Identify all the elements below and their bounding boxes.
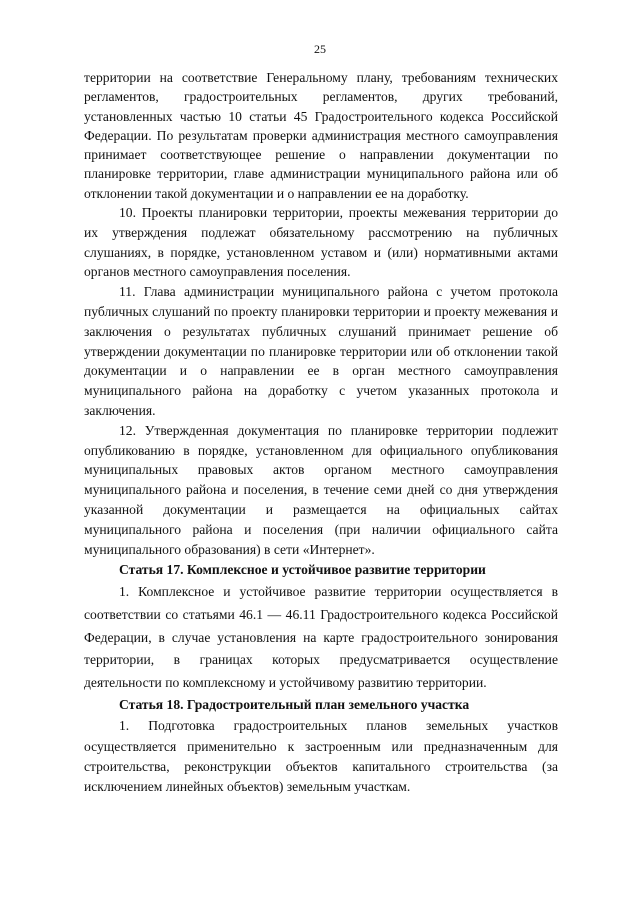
paragraph-article-17-item-1: 1. Комплексное и устойчивое развитие территории осуществляется в соответствии со статьями 46.1 — 46.11 Градостроительного кодекса Российской Федерации, в случае установления на карте градостроительного зонирования территории, в границах которых предусматривается осуществление деятельности по комплексному и устойчивому развитию территории. [84,584,558,690]
paragraph-item-12: 12. Утвержденная документация по планировке территории подлежит опубликованию в порядке, установленном для официального опубликования муниципальных правовых актов органом местного самоуправления муниципального района и поселения, в течение семи дней со дня утверждения указанной документации и размещается на официальных сайтах муниципального района и поселения (при наличии официального сайта муниципального образования) в сети «Интернет». [84,422,558,557]
article-18-heading: Статья 18. Градостроительный план земельного участка [119,697,470,713]
article-17-heading: Статья 17. Комплексное и устойчивое развитие территории [119,562,486,578]
paragraph-item-11: 11. Глава администрации муниципального района с учетом протокола публичных слушаний по проекту планировки территории и проекту межевания и заключения о результатах публичных слушаний принимает решение об утверждении документации по планировке территории или об отклонении такой документации и о направлении ее в орган местного самоуправления муниципального района на доработку с учетом указанных протокола и заключения. [84,284,558,419]
paragraph-item-10: 10. Проекты планировки территории, проекты межевания территории до их утверждения подлежат обязательному рассмотрению на публичных слушаниях, в порядке, установленном уставом и (или) нормативными актами органов местного самоуправления поселения. [84,205,558,280]
paragraph-article-18-item-1: 1. Подготовка градостроительных планов земельных участков осуществляется применительно к застроенным или предназначенным для строительства, реконструкции объектов капитального строительства (за исключением линейных объектов) земельным участкам. [84,718,558,794]
paragraph-continuation: территории на соответствие Генеральному плану, требованиям технических регламентов, градостроительных регламентов, других требований, установленных частью 10 статьи 45 Градостроительного кодекса Российской Федерации. По результатам проверки администрация местного самоуправления принимает соответствующее решение о направлении документации по планировке территории, главе администрации муниципального района или об отклонении такой документации и о направлении ее на доработку. [84,70,558,201]
document-body [84,68,558,797]
page-number: 25 [314,42,326,56]
